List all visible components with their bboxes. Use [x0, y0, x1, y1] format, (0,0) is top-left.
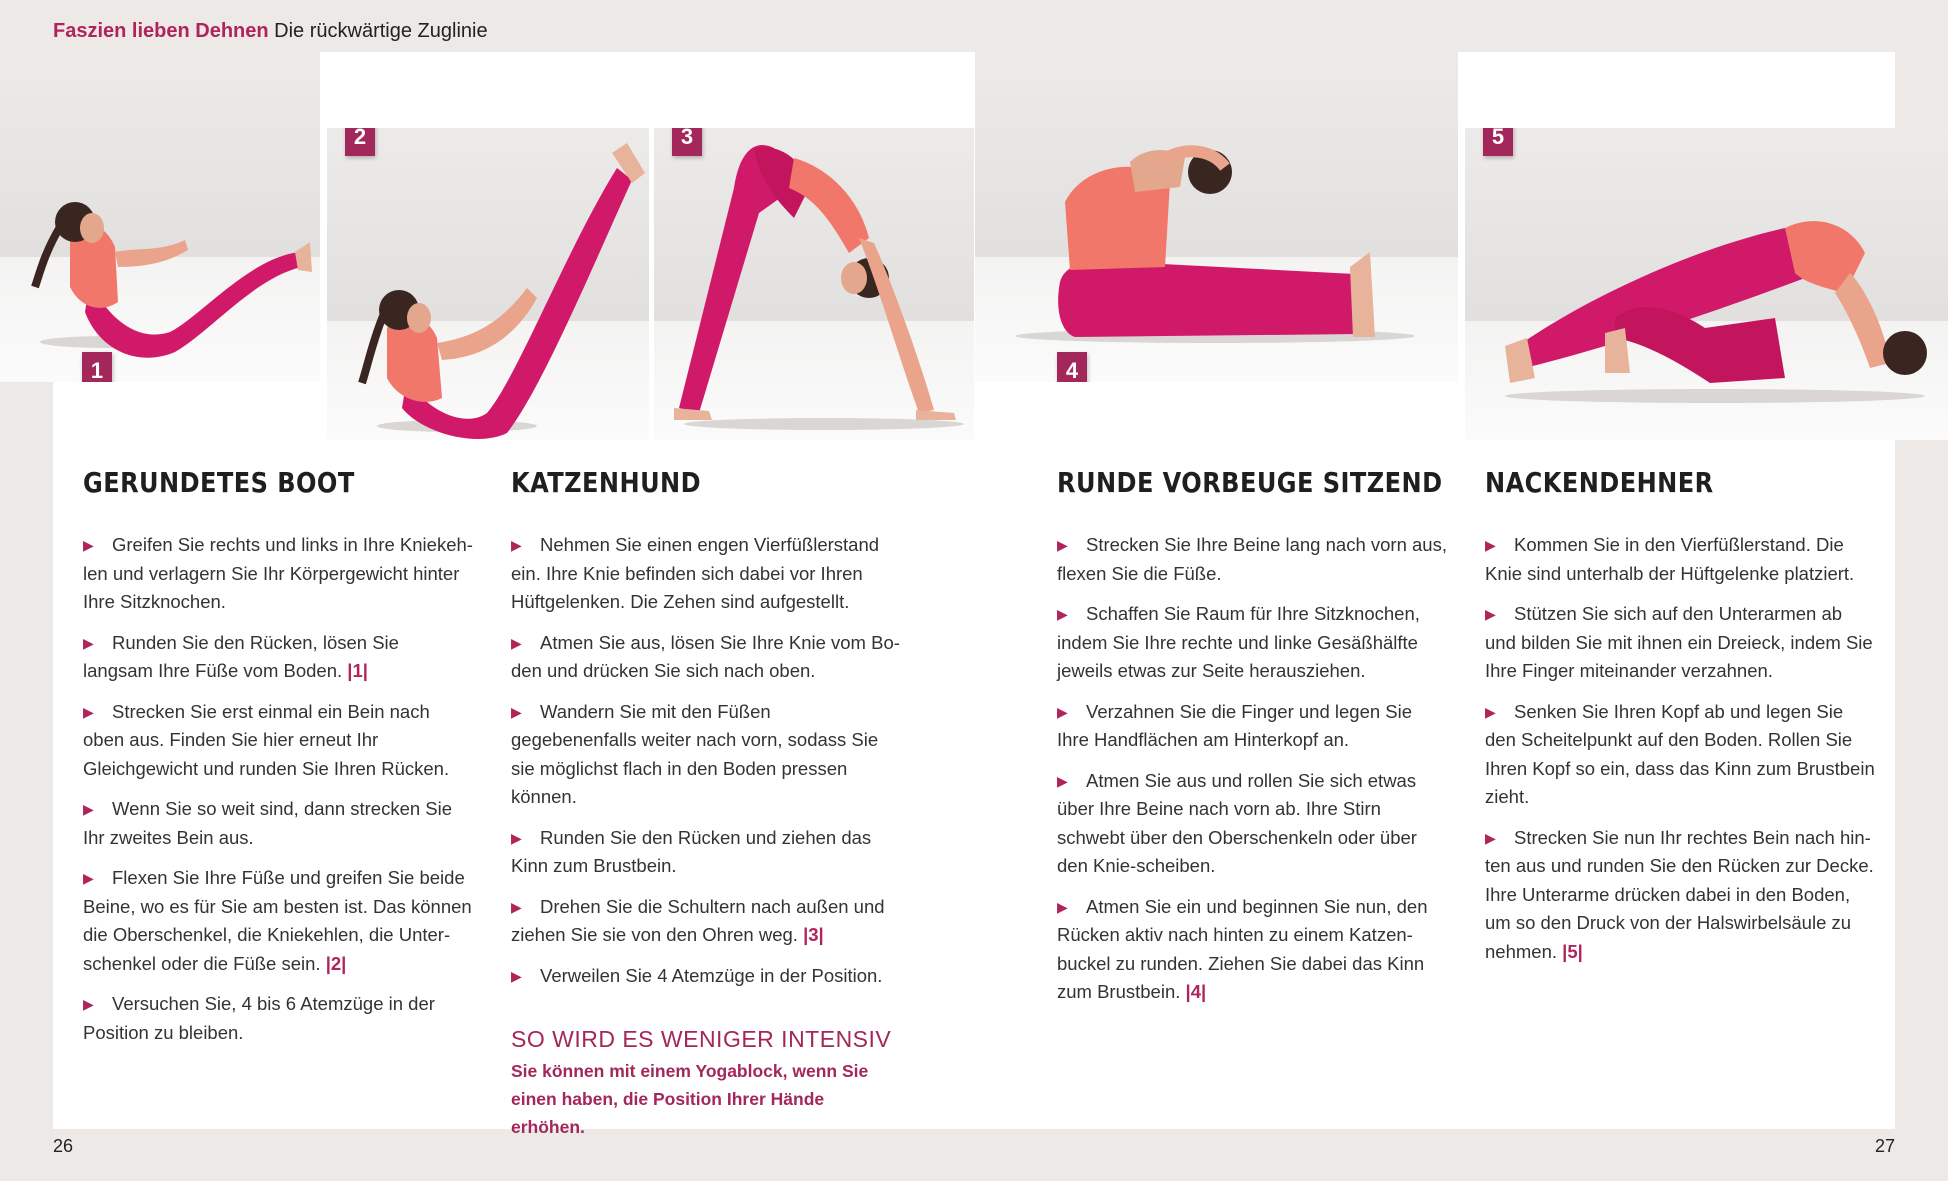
step-list — [511, 531, 901, 990]
step-item — [511, 698, 901, 812]
header-category: Faszien lieben Dehnen — [53, 20, 269, 42]
step-list — [1485, 531, 1875, 966]
figure-reference: |5| — [1562, 940, 1583, 962]
bullet-arrow-icon: ▶ — [1057, 606, 1068, 622]
tip-text: Sie können mit einem Yogablock, wenn Sie einen haben, die Position Ihrer Hände erhöhen. — [511, 1061, 869, 1137]
step-text: Strecken Sie nun Ihr rechtes Bein nach hin-ten aus und runden Sie den Rücken zur Decke. Ihre Unterarme drücken dabei in den Boden, um so den Druck von der Halswirbelsäule zu nehmen. — [1485, 826, 1874, 962]
step-text: Nehmen Sie einen engen Vierfüßlerstand ein. Ihre Knie befinden sich dabei vor Ihren Hüftgelenken. Die Zehen sind aufgestellt. — [511, 534, 880, 612]
step-item — [511, 962, 901, 991]
step-text: Greifen Sie rechts und links in Ihre Kniekeh-len und verlagern Sie Ihr Körpergewicht hinter Ihre Sitzknochen. — [83, 534, 473, 612]
photo-number-badge: 2 — [345, 128, 375, 156]
bullet-arrow-icon: ▶ — [83, 801, 94, 817]
step-item — [83, 629, 473, 686]
step-text: Kommen Sie in den Vierfüßlerstand. Die Knie sind unterhalb der Hüftgelenke platziert. — [1485, 534, 1855, 584]
section-title: KATZENHUND — [511, 466, 702, 499]
pose-figure-4 — [975, 52, 1458, 382]
step-list — [1057, 531, 1447, 1007]
pose-figure-1 — [0, 52, 320, 382]
step-text: Schaffen Sie Raum für Ihre Sitzknochen, indem Sie Ihre rechte und linke Gesäßhälfte jeweils etwas zur Seite herausziehen. — [1057, 603, 1420, 681]
step-text: Stützen Sie sich auf den Unterarmen ab und bilden Sie mit ihnen ein Dreieck, indem Sie Ihre Finger miteinander verzahnen. — [1485, 603, 1873, 681]
step-item — [83, 698, 473, 784]
bullet-arrow-icon: ▶ — [1485, 703, 1496, 720]
bullet-arrow-icon: ▶ — [1057, 772, 1068, 789]
step-text: Verzahnen Sie die Finger und legen Sie Ihre Handflächen am Hinterkopf an. — [1057, 700, 1413, 750]
bullet-arrow-icon: ▶ — [511, 967, 522, 984]
step-item — [83, 531, 473, 617]
photo-2 — [327, 128, 649, 440]
step-text: Wenn Sie so weit sind, dann strecken Sie Ihr zweites Bein aus. — [83, 798, 453, 848]
pose-figure-3 — [654, 128, 974, 440]
bullet-arrow-icon: ▶ — [511, 829, 522, 846]
step-text: Senken Sie Ihren Kopf ab und legen Sie den Scheitelpunkt auf den Boden. Rollen Sie Ihren Kopf so ein, dass das Kinn zum Brustbein zieht. — [1485, 700, 1875, 807]
bullet-arrow-icon: ▶ — [511, 703, 522, 720]
step-item — [511, 824, 901, 881]
section-title: NACKENDEHNER — [1485, 466, 1714, 499]
photo-number-badge: 4 — [1057, 352, 1087, 382]
step-item — [1057, 600, 1447, 686]
bullet-arrow-icon: ▶ — [511, 634, 522, 651]
photo-number-badge: 1 — [82, 352, 112, 382]
step-item — [1057, 698, 1447, 755]
figure-reference: |2| — [325, 952, 347, 974]
step-item — [83, 795, 473, 852]
bullet-arrow-icon: ▶ — [1485, 537, 1496, 553]
step-text: Drehen Sie die Schultern nach außen und ziehen Sie sie von den Ohren weg. — [511, 895, 885, 945]
bullet-arrow-icon: ▶ — [1057, 898, 1068, 915]
bullet-arrow-icon: ▶ — [1485, 606, 1496, 622]
bullet-arrow-icon: ▶ — [511, 537, 522, 553]
pose-figure-5 — [1465, 128, 1948, 440]
step-item — [1485, 698, 1875, 812]
header-subtitle: Die rückwärtige Zuglinie — [274, 20, 488, 42]
bullet-arrow-icon: ▶ — [1057, 537, 1068, 553]
step-item — [1057, 767, 1447, 881]
step-text: Wandern Sie mit den Füßen gegebenenfalls weiter nach vorn, sodass Sie sie möglichst flach in den Boden pressen können. — [511, 700, 879, 807]
step-text: Runden Sie den Rücken, lösen Sie langsam Ihre Füße vom Boden. — [83, 631, 399, 681]
photo-number-badge: 3 — [672, 128, 702, 156]
running-header — [53, 20, 488, 43]
section-nackendehner — [1485, 466, 1875, 978]
section-runde-vorbeuge-sitzend — [1057, 466, 1447, 1019]
photo-5 — [1465, 128, 1948, 440]
section-gerundetes-boot — [83, 466, 473, 1059]
photo-3 — [654, 128, 974, 440]
step-text: Runden Sie den Rücken und ziehen das Kinn zum Brustbein. — [511, 826, 872, 876]
bullet-arrow-icon: ▶ — [83, 634, 94, 651]
tip-title: SO WIRD ES WENIGER INTENSIV — [511, 1026, 892, 1052]
bullet-arrow-icon: ▶ — [83, 703, 94, 720]
photo-4 — [975, 52, 1458, 382]
step-item — [1057, 531, 1447, 588]
pose-figure-2 — [327, 128, 649, 440]
step-item — [1485, 824, 1875, 967]
step-text: Atmen Sie aus und rollen Sie sich etwas über Ihre Beine nach vorn ab. Ihre Stirn schwebt über den Oberschenkeln oder über den Knie-scheiben. — [1057, 769, 1417, 876]
step-item — [83, 864, 473, 978]
photo-1 — [0, 52, 320, 382]
step-item — [1485, 531, 1875, 588]
bullet-arrow-icon: ▶ — [1485, 829, 1496, 846]
step-text: Strecken Sie erst einmal ein Bein nach oben aus. Finden Sie hier erneut Ihr Gleichgewicht und runden Sie Ihren Rücken. — [83, 700, 450, 779]
step-text: Verweilen Sie 4 Atemzüge in der Position. — [540, 964, 883, 986]
section-katzenhund — [511, 466, 901, 1141]
step-list — [83, 531, 473, 1047]
step-text: Strecken Sie Ihre Beine lang nach vorn aus, flexen Sie die Füße. — [1057, 534, 1447, 584]
step-item — [511, 629, 901, 686]
photo-number-badge: 5 — [1483, 128, 1513, 156]
step-text: Atmen Sie ein und beginnen Sie nun, den Rücken aktiv nach hinten zu einem Katzen-buckel zu runden. Ziehen Sie dabei das Kinn zum Brustbein. — [1057, 895, 1428, 1002]
step-item — [1057, 893, 1447, 1007]
step-item — [511, 531, 901, 617]
step-item — [1485, 600, 1875, 686]
figure-reference: |3| — [803, 924, 824, 945]
section-title: RUNDE VORBEUGE SITZEND — [1057, 466, 1443, 499]
step-text: Versuchen Sie, 4 bis 6 Atemzüge in der Position zu bleiben. — [83, 993, 435, 1043]
bullet-arrow-icon: ▶ — [83, 537, 94, 553]
step-item — [83, 990, 473, 1047]
step-text: Flexen Sie Ihre Füße und greifen Sie beide Beine, wo es für Sie am besten ist. Das können die Oberschenkel, die Kniekehlen, die Unter-schenkel oder die Füße sein. — [83, 867, 472, 974]
bullet-arrow-icon: ▶ — [83, 870, 94, 886]
bullet-arrow-icon: ▶ — [1057, 703, 1068, 720]
figure-reference: |1| — [347, 660, 368, 681]
step-item — [511, 893, 901, 950]
bullet-arrow-icon: ▶ — [511, 898, 522, 915]
bullet-arrow-icon: ▶ — [83, 996, 94, 1012]
step-text: Atmen Sie aus, lösen Sie Ihre Knie vom Bo-den und drücken Sie sich nach oben. — [511, 631, 900, 681]
figure-reference: |4| — [1185, 981, 1207, 1002]
section-title: GERUNDETES BOOT — [83, 466, 355, 499]
page-number-left: 26 — [53, 1136, 74, 1156]
page-number-right: 27 — [1874, 1136, 1895, 1156]
